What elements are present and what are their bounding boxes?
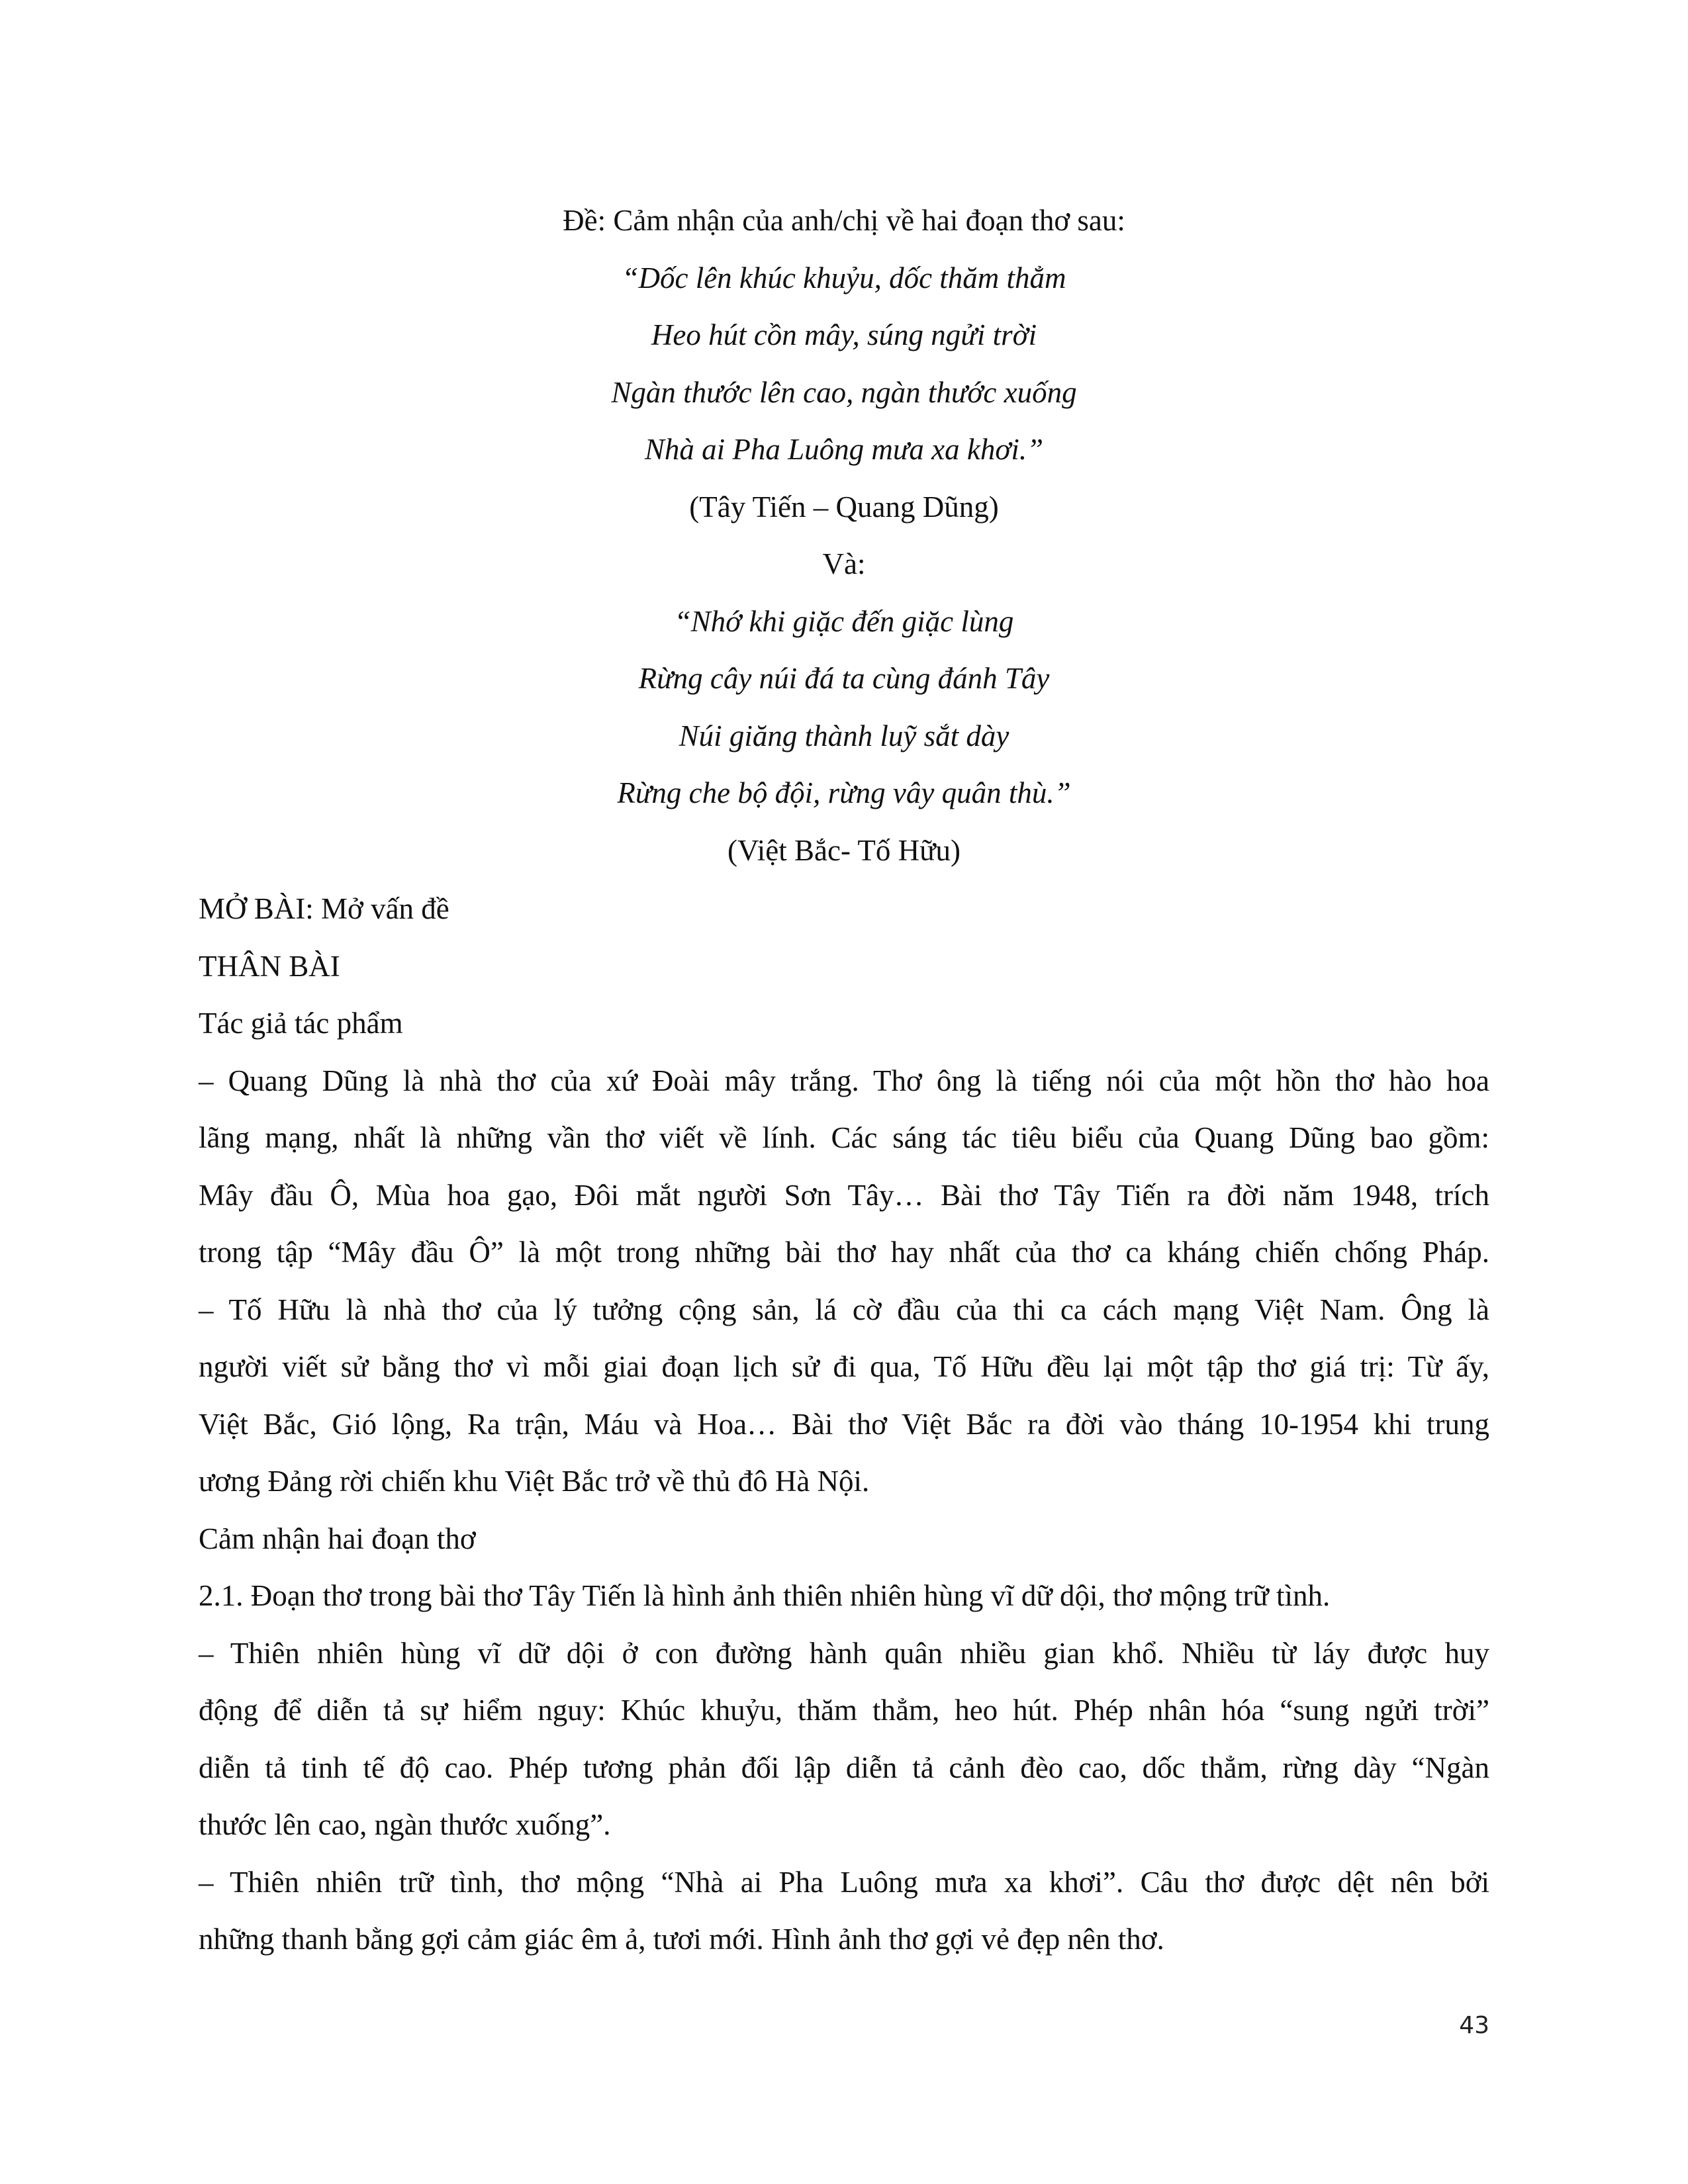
poem-viet-bac <box>199 593 1489 822</box>
paragraph-line: người viết sử bằng thơ vì mỗi giai đoạn lịch sử đi qua, Tố Hữu đều lại một tập thơ giá trị: Từ ấy, <box>199 1350 1489 1383</box>
poem-source: (Tây Tiến – Quang Dũng) <box>689 490 999 523</box>
poem-line: Rừng che bộ đội, rừng vây quân thù.” <box>617 776 1071 809</box>
paragraph-to-huu <box>199 1281 1489 1510</box>
paragraph-line: – Thiên nhiên trữ tình, thơ mộng “Nhà ai Pha Luông mưa xa khơi”. Câu thơ được dệt nên bởi <box>199 1865 1489 1899</box>
prompt-section <box>199 192 1489 879</box>
section-text: Đoạn thơ trong bài thơ Tây Tiến là hình ảnh thiên nhiên hùng vĩ dữ dội, thơ mộng trữ tình. <box>243 1579 1331 1612</box>
section-number: 2.1. <box>199 1579 244 1612</box>
section-2-1 <box>199 1567 1489 1625</box>
poem-line: Nhà ai Pha Luông mưa xa khơi.” <box>644 433 1044 466</box>
paragraph-line: động để diễn tả sự hiểm nguy: Khúc khuỷu, thăm thẳm, heo hút. Phép nhân hóa “sung ngửi trời” <box>199 1694 1489 1727</box>
paragraph-line: ương Đảng rời chiến khu Việt Bắc trở về thủ đô Hà Nội. <box>199 1465 870 1498</box>
poem-line: Núi giăng thành luỹ sắt dày <box>679 719 1009 752</box>
paragraph-hung-vi <box>199 1625 1489 1854</box>
paragraph-line: những thanh bằng gợi cảm giác êm ả, tươi mới. Hình ảnh thơ gợi vẻ đẹp nên thơ. <box>199 1923 1164 1956</box>
paragraph-quang-dung <box>199 1052 1489 1281</box>
heading-tac-gia: Tác giả tác phẩm <box>199 1007 403 1040</box>
paragraph-line: – Quang Dũng là nhà thơ của xứ Đoài mây trắng. Thơ ông là tiếng nói của một hồn thơ hào hoa <box>199 1064 1489 1097</box>
heading-mo-bai: MỞ BÀI: Mở vấn đề <box>199 892 449 925</box>
poem-line: Rừng cây núi đá ta cùng đánh Tây <box>638 662 1050 695</box>
prompt-title: Đề: Cảm nhận của anh/chị về hai đoạn thơ sau: <box>563 204 1125 237</box>
paragraph-line: trong tập “Mây đầu Ô” là một trong những bài thơ hay nhất của thơ ca kháng chiến chống Pháp. <box>199 1236 1489 1269</box>
poem-line: “Nhớ khi giặc đến giặc lùng <box>674 604 1014 638</box>
poem-line: Ngàn thước lên cao, ngàn thước xuống <box>611 375 1077 409</box>
poem-source: (Việt Bắc- Tố Hữu) <box>727 833 961 867</box>
paragraph-line: lãng mạng, nhất là những vần thơ viết về lính. Các sáng tác tiêu biểu của Quang Dũng bao gồm: <box>199 1121 1489 1154</box>
poem-tay-tien <box>199 250 1489 478</box>
paragraph-line: thước lên cao, ngàn thước xuống”. <box>199 1808 611 1841</box>
essay-body <box>199 880 1489 1968</box>
paragraph-line: – Tố Hữu là nhà thơ của lý tưởng cộng sản, lá cờ đầu của thi ca cách mạng Việt Nam. Ông là <box>199 1293 1489 1326</box>
heading-than-bai: THÂN BÀI <box>199 949 340 983</box>
paragraph-tru-tinh <box>199 1854 1489 1968</box>
paragraph-line: Việt Bắc, Gió lộng, Ra trận, Máu và Hoa… Bài thơ Việt Bắc ra đời vào tháng 10-1954 khi trung <box>199 1407 1489 1441</box>
poem-line: “Dốc lên khúc khuỷu, dốc thăm thẳm <box>622 261 1066 295</box>
paragraph-line: diễn tả tinh tế độ cao. Phép tương phản đối lập diễn tả cảnh đèo cao, dốc thẳm, rừng dày “Ngàn <box>199 1751 1489 1784</box>
connector-text: Và: <box>822 547 866 580</box>
page-number: 43 <box>1459 2012 1489 2039</box>
poem-line: Heo hút cồn mây, súng ngửi trời <box>651 318 1037 351</box>
heading-cam-nhan: Cảm nhận hai đoạn thơ <box>199 1522 476 1555</box>
paragraph-line: Mây đầu Ô, Mùa hoa gạo, Đôi mắt người Sơn Tây… Bài thơ Tây Tiến ra đời năm 1948, trích <box>199 1178 1489 1212</box>
paragraph-line: – Thiên nhiên hùng vĩ dữ dội ở con đường hành quân nhiều gian khổ. Nhiều từ láy được huy <box>199 1636 1489 1670</box>
